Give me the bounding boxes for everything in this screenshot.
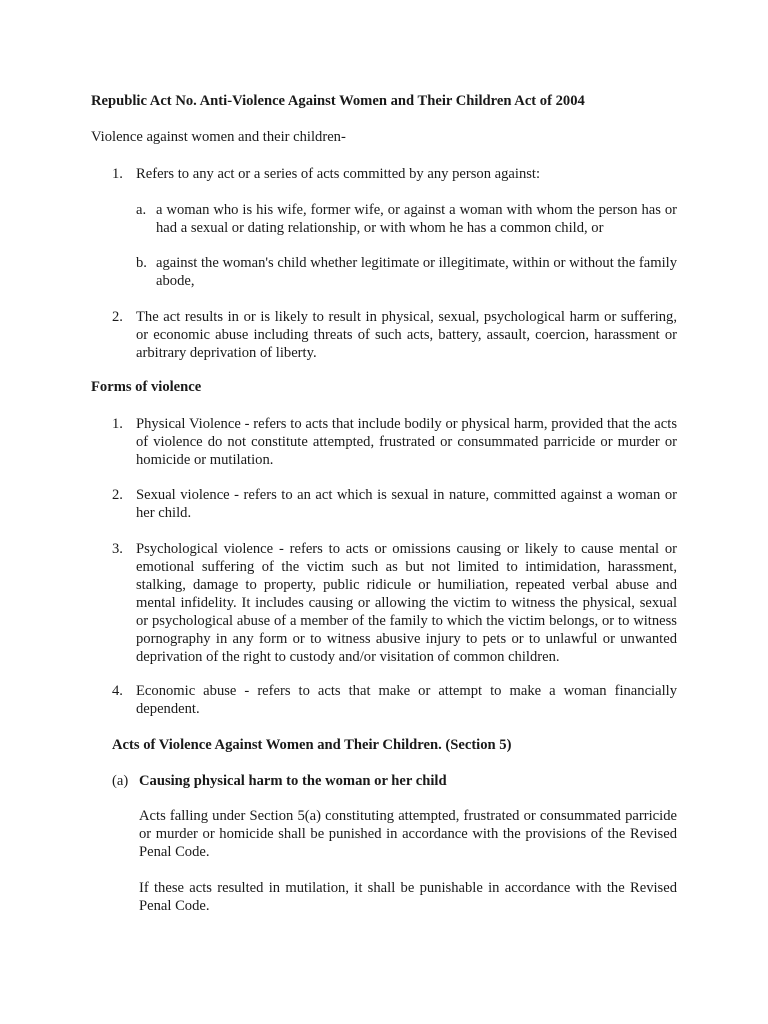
list-letter: a. <box>136 202 147 218</box>
section-label: (a) <box>112 773 129 789</box>
forms-item <box>112 540 677 666</box>
section-paragraph: Acts falling under Section 5(a) constituting attempted, frustrated or consummated parricide or murder or homicide shall be punished in accordance with the provisions of the Revised Penal Code. <box>139 808 677 860</box>
definition-item <box>112 165 677 183</box>
definition-subitem <box>136 254 677 290</box>
acts-heading: Acts of Violence Against Women and Their Children. (Section 5) <box>112 737 512 753</box>
list-number: 3. <box>112 541 123 557</box>
document-title: Republic Act No. Anti-Violence Against Women and Their Children Act of 2004 <box>91 93 585 109</box>
section-a-heading <box>112 773 447 790</box>
definition-subitem <box>136 201 677 237</box>
intro-text: Violence against women and their children- <box>91 129 346 145</box>
forms-item <box>112 682 677 718</box>
forms-heading: Forms of violence <box>91 379 202 395</box>
definition-item <box>112 308 677 362</box>
section-paragraph: If these acts resulted in mutilation, it shall be punishable in accordance with the Revised Penal Code. <box>139 880 677 914</box>
list-item-text: Psychological violence - refers to acts or omissions causing or likely to cause mental or emotional suffering of the victim such as but not limited to intimidation, harassment, stalking, damage to property, public ridicule or humiliation, repeated verbal abuse and mental infidelity. It includes causing or allowing the victim to witness the physical, sexual or psychological abuse of a member of the family to which the victim belongs, or to witness pornography in any form or to witness abusive injury to pets or to unlawful or unwanted deprivation of the right to custody and/or visitation of common children. <box>136 541 677 665</box>
list-item-text: a woman who is his wife, former wife, or against a woman with whom the person has or had a sexual or dating relationship, or with whom he has a common child, or <box>156 202 677 236</box>
list-number: 4. <box>112 683 123 699</box>
list-item-text: against the woman's child whether legitimate or illegitimate, within or without the family abode, <box>156 255 677 289</box>
list-number: 2. <box>112 487 123 503</box>
list-item-text: The act results in or is likely to result in physical, sexual, psychological harm or suffering, or economic abuse including threats of such acts, battery, assault, coercion, harassment or arbitrary deprivation of liberty. <box>136 309 677 361</box>
list-number: 2. <box>112 309 123 325</box>
forms-item <box>112 415 677 469</box>
list-item-text: Refers to any act or a series of acts committed by any person against: <box>136 166 541 182</box>
forms-item <box>112 486 677 522</box>
list-letter: b. <box>136 255 147 271</box>
list-item-text: Sexual violence - refers to an act which is sexual in nature, committed against a woman or her child. <box>136 487 677 521</box>
list-number: 1. <box>112 166 123 182</box>
list-item-text: Physical Violence - refers to acts that include bodily or physical harm, provided that the acts of violence do not constitute attempted, frustrated or consummated parricide or murder or homicide or mutilation. <box>136 416 677 468</box>
list-item-text: Economic abuse - refers to acts that make or attempt to make a woman financially dependent. <box>136 683 677 717</box>
list-number: 1. <box>112 416 123 432</box>
section-title: Causing physical harm to the woman or her child <box>139 773 447 789</box>
